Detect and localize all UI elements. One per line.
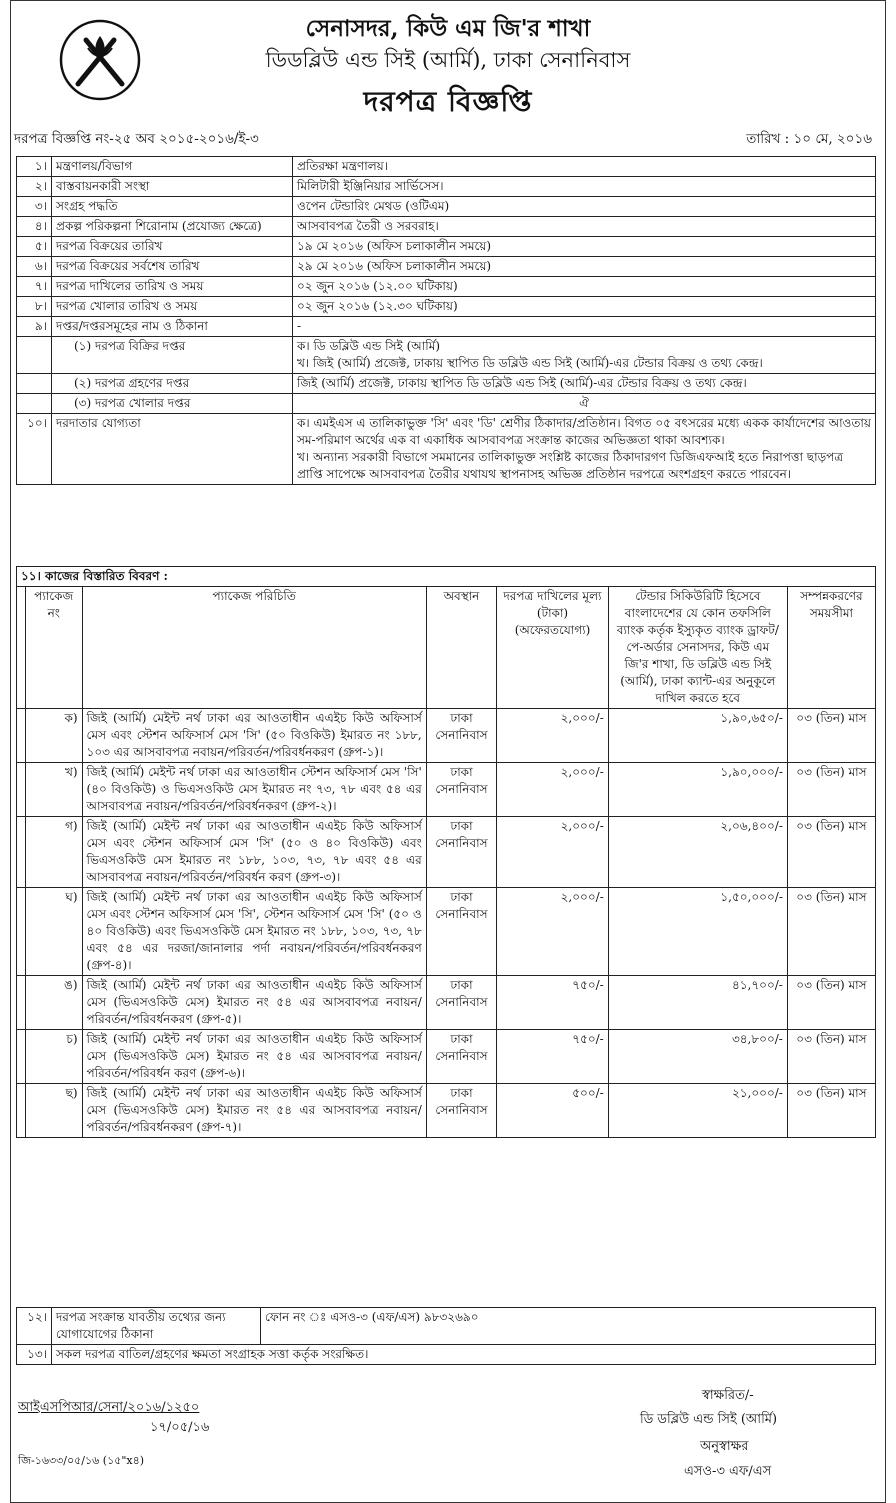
office-value-line: ক। ডি ডব্লিউ এন্ড সিই (আর্মি)	[297, 339, 441, 353]
header-loc: অবস্থান	[426, 587, 496, 709]
package-number: গ)	[26, 817, 83, 888]
row-number: ৮।	[17, 297, 52, 317]
info-row	[17, 157, 876, 177]
package-security: ২,০৬,৪০০/-	[608, 817, 787, 888]
eligibility-clause-b: খ। অন্যান্য সরকারী বিভাগে সমমানের তালিকাভুক্ত সংশ্লিষ্ট কাজের ঠিকাদারগণ ডিজিএফআই হতে নিরাপত্তা ছাড়পত্র প্রাপ্তি সাপেক্ষে আসবাবপত্র তৈরীর যথাযথ স্থাপনাসহ অভিজ্ঞ প্রতিষ্ঠান দরপত্রে অংশগ্রহণ করতে পারবেন।	[297, 450, 844, 481]
section-title-row	[17, 567, 876, 587]
row-number: ৬।	[17, 257, 52, 277]
contact-row	[17, 1308, 876, 1345]
info-value: ০২ জুন ২০১৬ (১২.৩০ ঘটিকায়)	[293, 297, 876, 317]
package-number: ঙ)	[26, 976, 83, 1030]
eligibility-clause-a: ক। এমইএস এ তালিকাভুক্ত 'সি' এবং 'ডি' শ্রেণীর ঠিকাদার/প্রতিষ্ঠান। বিগত ০৫ বৎসরের মধ্যে একক কার্যাদেশের আওতায় সম-পরিমাণ অর্থের এক বা একাধিক আসবাবপত্র সংক্রান্ত কাজের অভিজ্ঞতা থাকা আবশ্যক।	[297, 416, 871, 447]
package-row	[17, 1084, 876, 1138]
signatory-office: ডি ডব্লিউ এন্ড সিই (আর্মি)	[640, 1412, 778, 1427]
package-price: ২,০০০/-	[497, 709, 609, 763]
row-number-empty	[17, 374, 52, 394]
package-price: ২,০০০/-	[497, 763, 609, 817]
row-number-empty	[17, 337, 52, 374]
office-row	[17, 337, 876, 374]
eligibility-label: দরদাতার যোগ্যতা	[52, 414, 293, 485]
countersign-label: অনুস্বাক্ষর	[700, 1439, 749, 1454]
row-number: ২।	[17, 177, 52, 197]
row-number: ১০।	[17, 414, 52, 485]
package-timeline: ০৩ (তিন) মাস	[787, 763, 875, 817]
row-number: ৪।	[17, 217, 52, 237]
package-number: চ)	[26, 1030, 83, 1084]
info-value: আসবাবপত্র তৈরী ও সরবরাহ।	[293, 217, 876, 237]
ispr-number: আইএসপিআর/সেনা/২০১৬/১২৫০	[18, 1400, 200, 1415]
header-security: টেন্ডার সিকিউরিটি হিসেবে বাংলাদেশের যে কোন তফসিলি ব্যাংক কর্তৃক ইস্যুকৃত ব্যাংক ড্রাফট/পে-অর্ডার সেনাসদর, কিউ এম জি'র শাখা, ডি ডব্লিউ এন্ড সিই (আর্মি), ঢাকা ক্যান্ট-এর অনুকূলে দাখিল করতে হবে	[608, 587, 787, 709]
header-time: সম্পন্নকরণের সময়সীমা	[787, 587, 875, 709]
package-timeline: ০৩ (তিন) মাস	[787, 1084, 875, 1138]
signature-label: স্বাক্ষরিত/-	[702, 1388, 754, 1403]
print-code: জি-১৬৩৩/০৫/১৬ (১৫"x৪)	[18, 1454, 145, 1467]
row-number: ৭।	[17, 277, 52, 297]
countersign-office: এসও-৩ এফ/এস	[684, 1464, 772, 1479]
info-value: ১৯ মে ২০১৬ (অফিস চলাকালীন সময়ে)	[293, 237, 876, 257]
package-row	[17, 976, 876, 1030]
contact-table	[16, 1307, 876, 1365]
package-security: ১,৫০,০০০/-	[608, 888, 787, 976]
package-location: ঢাকা সেনানিবাস	[426, 709, 496, 763]
info-label: সংগ্রহ পদ্ধতি	[52, 197, 293, 217]
info-row	[17, 177, 876, 197]
package-description: জিই (আর্মি) মেইন্ট নর্থ ঢাকা এর আওতাধীন এএইচ কিউ অফিসার্স মেস (ভিএসওকিউ মেস) ইমারত নং ৫৪ এর আসবাবপত্র নবায়ন/পরিবর্তন/পরিবর্ধন করণ (গ্রুপ-৬)।	[82, 1030, 426, 1084]
header-pkg: প্যাকেজ নং	[26, 587, 83, 709]
org-line-1: সেনাসদর, কিউ এম জি'র শাখা	[305, 15, 591, 42]
office-value-line: খ। জিই (আর্মি) প্রজেক্ট, ঢাকায় স্থাপিত ডি ডব্লিউ এন্ড সিই (আর্মি)-এর টেন্ডার বিক্রয় ও তথ্য কেন্দ্র।	[297, 356, 763, 370]
row-blank	[17, 817, 26, 888]
office-value	[293, 337, 876, 374]
package-description: জিই (আর্মি) মেইন্ট নর্থ ঢাকা এর আওতাধীন এএইচ কিউ অফিসার্স মেস এবং স্টেশন অফিসার্স মেস 'সি' (৫০ ও ৪০ বিওকিউ) এবং ভিএসওকিউ মেস ইমারত নং ১৮৮, ১০৩, ৭৩, ৭৮ এবং ৫৪ এর আসবাবপত্র নবায়ন/পরিবর্তন/পরিবর্ধন করণ (গ্রুপ-৩)।	[82, 817, 426, 888]
row-blank	[17, 709, 26, 763]
row-number: ৯।	[17, 317, 52, 337]
info-label: বাস্তবায়নকারী সংস্থা	[52, 177, 293, 197]
row-number: ১।	[17, 157, 52, 177]
package-location: ঢাকা সেনানিবাস	[426, 1030, 496, 1084]
info-value: ওপেন টেন্ডারিং মেথড (ওটিএম)	[293, 197, 876, 217]
package-price: ২,০০০/-	[497, 888, 609, 976]
notice-reference: দরপত্র বিজ্ঞপ্তি নং-২৫ অব ২০১৫-২০১৬/ই-৩	[14, 131, 259, 147]
ispr-date: ১৭/০৫/১৬	[150, 1420, 210, 1435]
package-description: জিই (আর্মি) মেইন্ট নর্থ ঢাকা এর আওতাধীন এএইচ কিউ অফিসার্স মেস এবং স্টেশন অফিসার্স মেস 'সি', স্টেশন অফিসার্স মেস 'সি' (৫০ ও ৪০ বিওকিউ) এবং ভিএসওকিউ মেস ইমারত নং ১৮৮, ১০৩, ৭৩, ৭৮ এবং ৫৪ এর দরজা/জানালার পর্দা নবায়ন/পরিবর্তন/পরিবর্ধনকরণ (গ্রুপ-৪)।	[82, 888, 426, 976]
package-timeline: ০৩ (তিন) মাস	[787, 709, 875, 763]
info-row	[17, 297, 876, 317]
package-description: জিই (আর্মি) মেইন্ট নর্থ ঢাকা এর আওতাধীন স্টেশন অফিসার্স মেস 'সি' (৪০ বিওকিউ) ও ভিএসওকিউ মেস ইমারত নং ৭৩, ৭৮ এবং ৫৪ এর আসবাবপত্র নবায়ন/পরিবর্তন/পরিবর্ধনকরণ (গ্রুপ-২)।	[82, 763, 426, 817]
office-value-line: জিই (আর্মি) প্রজেক্ট, ঢাকায় স্থাপিত ডি ডব্লিউ এন্ড সিই (আর্মি)-এর টেন্ডার বিক্রয় ও তথ্য কেন্দ্র।	[297, 376, 747, 390]
package-location: ঢাকা সেনানিবাস	[426, 1084, 496, 1138]
info-label: দরপত্র দাখিলের তারিখ ও সময়	[52, 277, 293, 297]
office-value	[293, 394, 876, 414]
authority-row	[17, 1345, 876, 1365]
package-location: ঢাকা সেনানিবাস	[426, 888, 496, 976]
package-row	[17, 888, 876, 976]
office-row	[17, 394, 876, 414]
package-row	[17, 1030, 876, 1084]
info-row	[17, 277, 876, 297]
info-label: দরপত্র বিক্রয়ের তারিখ	[52, 237, 293, 257]
work-details-table	[16, 566, 876, 1138]
package-price: ৭৫০/-	[497, 1030, 609, 1084]
package-timeline: ০৩ (তিন) মাস	[787, 1030, 875, 1084]
package-number: ঘ)	[26, 888, 83, 976]
row-blank	[17, 763, 26, 817]
package-location: ঢাকা সেনানিবাস	[426, 817, 496, 888]
info-row	[17, 237, 876, 257]
package-row	[17, 817, 876, 888]
notice-title: দরপত্র বিজ্ঞপ্তি	[363, 85, 533, 118]
package-row	[17, 709, 876, 763]
contact-value: ফোন নং ঃ এসও-৩ (এফ/এস) ৯৮৩২৬৯০	[261, 1308, 876, 1345]
package-number: খ)	[26, 763, 83, 817]
info-row	[17, 257, 876, 277]
info-label: মন্ত্রণালয়/বিভাগ	[52, 157, 293, 177]
info-row	[17, 197, 876, 217]
info-label: দরপত্র বিক্রয়ের সর্বশেষ তারিখ	[52, 257, 293, 277]
office-label: (৩) দরপত্র খোলার দপ্তর	[52, 394, 293, 414]
row-number: ১২।	[17, 1308, 52, 1345]
package-description: জিই (আর্মি) মেইন্ট নর্থ ঢাকা এর আওতাধীন এএইচ কিউ অফিসার্স মেস (ভিএসওকিউ মেস) ইমারত নং ৫৪ এর আসবাবপত্র নবায়ন/পরিবর্তন/পরিবর্ধনকরণ (গ্রুপ-৫)।	[82, 976, 426, 1030]
notice-date: তারিখ : ১০ মে, ২০১৬	[746, 131, 872, 147]
package-number: ছ)	[26, 1084, 83, 1138]
info-value: ২৯ মে ২০১৬ (অফিস চলাকালীন সময়ে)	[293, 257, 876, 277]
package-timeline: ০৩ (তিন) মাস	[787, 817, 875, 888]
package-security: ৪১,৭০০/-	[608, 976, 787, 1030]
table-header-row	[17, 587, 876, 709]
office-value	[293, 374, 876, 394]
header-blank	[17, 587, 26, 709]
row-blank	[17, 1030, 26, 1084]
row-blank	[17, 1084, 26, 1138]
org-line-2: ডিডব্লিউ এন্ড সিই (আর্মি), ঢাকা সেনানিবাস	[265, 48, 631, 72]
office-label: (১) দরপত্র বিক্রির দপ্তর	[52, 337, 293, 374]
package-description: জিই (আর্মি) মেইন্ট নর্থ ঢাকা এর আওতাধীন এএইচ কিউ অফিসার্স মেস (ভিএসওকিউ মেস) ইমারত নং ৫৪ এর আসবাবপত্র নবায়ন/পরিবর্তন/পরিবর্ধনকরণ (গ্রুপ-৭)।	[82, 1084, 426, 1138]
package-price: ৭৫০/-	[497, 976, 609, 1030]
row-blank	[17, 976, 26, 1030]
info-label: দপ্তর/দপ্তরসমূহের নাম ও ঠিকানা	[52, 317, 293, 337]
package-security: ১,৯০,০০০/-	[608, 763, 787, 817]
row-number: ৫।	[17, 237, 52, 257]
info-value: -	[293, 317, 876, 337]
row-number: ১৩।	[17, 1345, 52, 1365]
row-number-empty	[17, 394, 52, 414]
package-location: ঢাকা সেনানিবাস	[426, 976, 496, 1030]
contact-label: দরপত্র সংক্রান্ত যাবতীয় তথ্যের জন্য যোগাযোগের ঠিকানা	[52, 1308, 261, 1345]
package-price: ২,০০০/-	[497, 817, 609, 888]
package-location: ঢাকা সেনানিবাস	[426, 763, 496, 817]
package-timeline: ০৩ (তিন) মাস	[787, 976, 875, 1030]
info-table	[16, 156, 876, 485]
row-number: ৩।	[17, 197, 52, 217]
info-value: ০২ জুন ২০১৬ (১২.০০ ঘটিকায়)	[293, 277, 876, 297]
package-number: ক)	[26, 709, 83, 763]
info-row	[17, 317, 876, 337]
info-value: মিলিটারী ইঞ্জিনিয়ার সার্ভিসেস।	[293, 177, 876, 197]
package-security: ৩৪,৮০০/-	[608, 1030, 787, 1084]
eligibility-value	[293, 414, 876, 485]
office-row	[17, 374, 876, 394]
package-row	[17, 763, 876, 817]
section-title: ১১। কাজের বিস্তারিত বিবরণ :	[17, 567, 876, 587]
office-label: (২) দরপত্র গ্রহণের দপ্তর	[52, 374, 293, 394]
package-timeline: ০৩ (তিন) মাস	[787, 888, 875, 976]
info-value: প্রতিরক্ষা মন্ত্রণালয়।	[293, 157, 876, 177]
info-label: দরপত্র খোলার তারিখ ও সময়	[52, 297, 293, 317]
header-price: দরপত্র দাখিলের মূল্য (টাকা) (অফেরতযোগ্য)	[497, 587, 609, 709]
row-blank	[17, 888, 26, 976]
header-desc: প্যাকেজ পরিচিতি	[82, 587, 426, 709]
info-row	[17, 217, 876, 237]
package-security: ১,৯০,৬৫০/-	[608, 709, 787, 763]
eligibility-row	[17, 414, 876, 485]
package-description: জিই (আর্মি) মেইন্ট নর্থ ঢাকা এর আওতাধীন এএইচ কিউ অফিসার্স মেস এবং স্টেশন অফিসার্স মেস 'সি' (৫০ বিওকিউ) ইমারত নং ১৮৮, ১০৩ এর আসবাবপত্র নবায়ন/পরিবর্তন/পরিবর্ধনকরণ (গ্রুপ-১)।	[82, 709, 426, 763]
authority-text: সকল দরপত্র বাতিল/গ্রহণের ক্ষমতা সংগ্রাহক সত্তা কর্তৃক সংরক্ষিত।	[52, 1345, 876, 1365]
office-value-line: ঐ	[579, 396, 589, 410]
info-label: প্রকল্প পরিকল্পনা শিরোনাম (প্রযোজ্য ক্ষেত্রে)	[52, 217, 293, 237]
package-security: ২১,০০০/-	[608, 1084, 787, 1138]
package-price: ৫০০/-	[497, 1084, 609, 1138]
